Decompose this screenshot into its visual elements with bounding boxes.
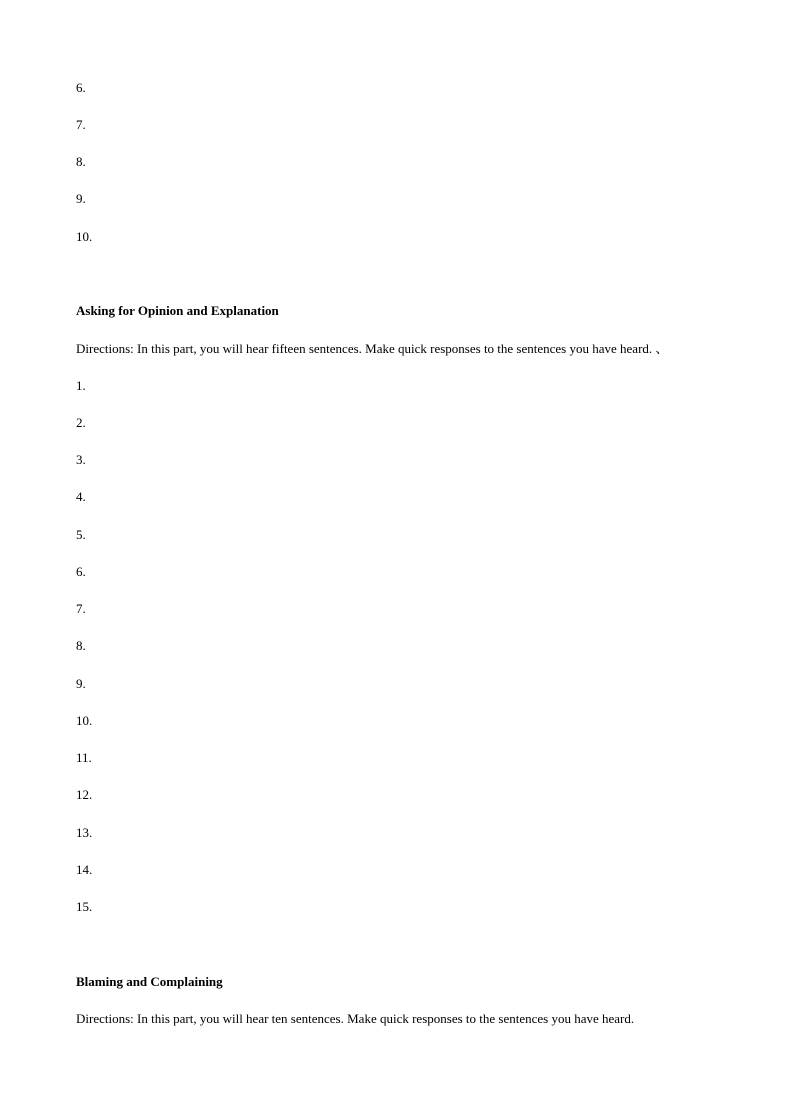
list-item: 8. (76, 154, 86, 169)
list-item: 9. (76, 676, 86, 691)
section-heading-blaming: Blaming and Complaining (76, 974, 223, 989)
list-item: 5. (76, 527, 86, 542)
section-heading-opinion: Asking for Opinion and Explanation (76, 303, 279, 318)
list-item: 9. (76, 191, 86, 206)
list-item: 13. (76, 825, 93, 840)
list-item: 1. (76, 378, 86, 393)
list-item: 14. (76, 862, 93, 877)
section-directions-blaming: Directions: In this part, you will hear ten sentences. Make quick responses to the sentences you have heard. (76, 1011, 635, 1026)
list-item: 6. (76, 564, 86, 579)
list-item: 7. (76, 117, 86, 132)
list-item: 6. (76, 80, 86, 95)
list-item: 4. (76, 489, 86, 504)
section-directions-opinion: Directions: In this part, you will hear fifteen sentences. Make quick responses to the sentences you have heard. 、 (76, 341, 669, 356)
list-item: 11. (76, 750, 92, 765)
list-item: 10. (76, 713, 93, 728)
list-item: 2. (76, 415, 86, 430)
list-item: 15. (76, 899, 93, 914)
list-item: 12. (76, 787, 93, 802)
list-item: 8. (76, 638, 86, 653)
list-item: 7. (76, 601, 86, 616)
list-item: 3. (76, 452, 86, 467)
list-item: 10. (76, 229, 93, 244)
